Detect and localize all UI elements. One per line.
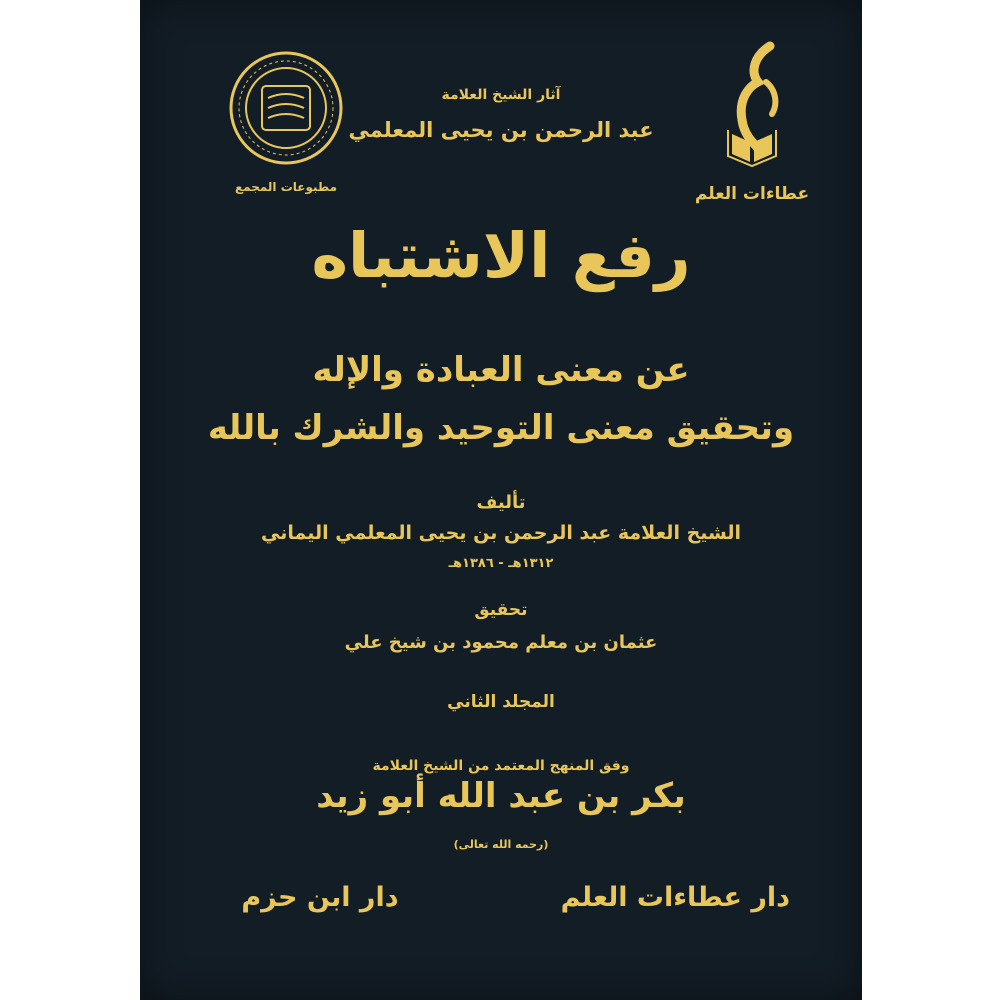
publisher-name-left: دار ابن حزم xyxy=(241,882,399,913)
editor-label: تحقيق xyxy=(474,600,528,620)
series-author: عبد الرحمن بن يحيى المعلمي xyxy=(348,118,654,142)
seal-caption: مطبوعات المجمع xyxy=(234,180,338,194)
institution-seal xyxy=(228,50,344,166)
volume-label: المجلد الثاني xyxy=(447,692,555,712)
author-label: تأليف xyxy=(476,492,526,513)
subtitle-line-1: عن معنى العبادة والإله xyxy=(312,350,690,390)
author-name: الشيخ العلامة عبد الرحمن بن يحيى المعلمي اليماني xyxy=(260,522,742,544)
subtitle-line-2: وتحقيق معنى التوحيد والشرك بالله xyxy=(207,408,795,448)
method-label: وفق المنهج المعتمد من الشيخ العلامة xyxy=(372,758,630,774)
publisher-logo-text: عطاءات العلم xyxy=(694,184,810,204)
method-suffix: (رحمه الله تعالى) xyxy=(453,838,549,851)
editor-name: عثمان بن معلم محمود بن شيخ علي xyxy=(344,632,658,653)
round-seal-icon xyxy=(228,50,344,166)
book-cover xyxy=(140,0,862,1000)
quill-book-logo-icon xyxy=(692,38,812,188)
method-name: بكر بن عبد الله أبو زيد xyxy=(316,776,686,816)
book-title: رفع الاشتباه xyxy=(311,219,691,292)
author-dates: ١٣١٢هـ - ١٣٨٦هـ xyxy=(448,556,554,571)
series-label: آثار الشيخ العلامة xyxy=(441,87,561,103)
publisher-name-right: دار عطاءات العلم xyxy=(560,882,790,913)
